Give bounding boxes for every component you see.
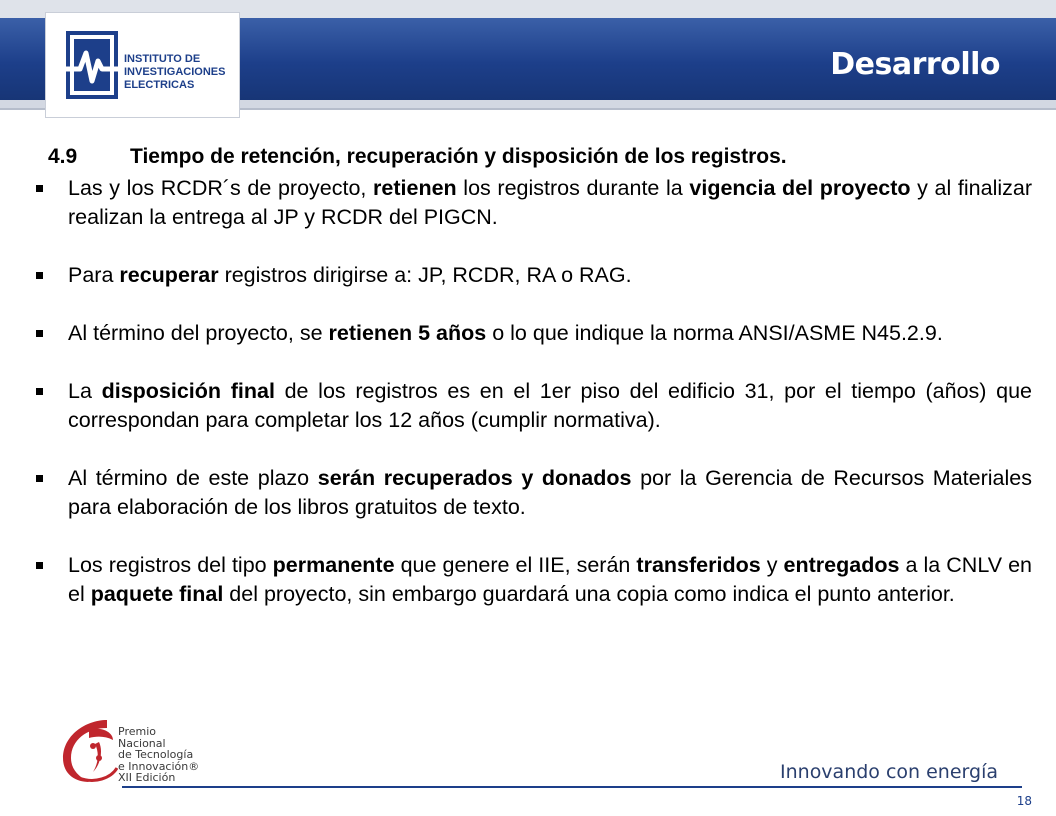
iie-logo: [45, 12, 240, 118]
logo-line: INSTITUTO DE: [124, 53, 201, 65]
award-line: Premio: [118, 725, 156, 738]
logo-line: INVESTIGACIONES: [124, 66, 226, 78]
bullet-text: y al finalizar realizan la entrega al JP y RCDR del PIGCN.: [68, 176, 1032, 229]
bullet-emphasis: paquete final: [90, 582, 224, 606]
slide-content: [34, 142, 1032, 609]
bullet-text: registros dirigirse a: JP, RCDR, RA o RAG.: [218, 263, 632, 287]
bullet-emphasis: serán recuperados y donados: [317, 466, 632, 490]
award-line: e Innovación®: [118, 759, 200, 773]
award-line: Nacional: [118, 736, 166, 750]
bullet-text: del proyecto, sin embargo guardará una copia como indica el punto anterior.: [223, 582, 955, 606]
iie-logo-mark-icon: [66, 31, 118, 99]
award-line: de Tecnología: [118, 748, 194, 761]
footer-divider: [122, 786, 1022, 788]
square-bullet-icon: [36, 272, 43, 279]
bullet-item: [34, 261, 1032, 290]
bullet-emphasis: disposición final: [101, 379, 275, 403]
bullet-text: o lo que indique la norma ANSI/ASME N45.2.9.: [486, 321, 943, 345]
square-bullet-icon: [36, 388, 43, 395]
bullet-emphasis: transferidos: [636, 553, 761, 577]
bullet-emphasis: entregados: [783, 553, 900, 577]
page-number: 18: [1016, 794, 1032, 808]
bullet-text: que genere el IIE, serán: [394, 553, 637, 577]
bullet-emphasis: permanente: [272, 553, 395, 577]
slogan: Innovando con energía: [780, 761, 998, 783]
bullet-text: los registros durante la: [456, 176, 690, 200]
bullet-text: Al término del proyecto, se: [68, 321, 329, 345]
bullet-text: y: [760, 553, 784, 577]
bullet-item: [34, 377, 1032, 435]
slide-title: Desarrollo: [830, 47, 1000, 82]
square-bullet-icon: [36, 475, 43, 482]
bullet-item: [34, 319, 1032, 348]
section-title: Tiempo de retención, recuperación y disposición de los registros.: [130, 145, 787, 168]
iie-logo-text: [124, 53, 236, 92]
bullet-item: [34, 464, 1032, 522]
bullet-text: La: [68, 379, 102, 403]
bullet-text: a la CNLV en el: [68, 553, 1032, 606]
bullet-text: Al término de este plazo: [68, 466, 318, 490]
bullet-emphasis: retienen: [373, 176, 457, 200]
bullet-text: de los registros es en el 1er piso del edificio 31, por el tiempo (años) que correspondan para completar los 12 años (cumplir normativa).: [68, 379, 1032, 432]
bullet-emphasis: vigencia del proyecto: [689, 176, 911, 200]
square-bullet-icon: [36, 562, 43, 569]
award-text: [118, 726, 199, 784]
bullet-text: Los registros del tipo: [68, 553, 273, 577]
bullet-emphasis: recuperar: [119, 263, 219, 287]
section-number: 4.9: [48, 145, 78, 168]
bullet-text: Las y los RCDR´s de proyecto,: [68, 176, 374, 200]
logo-line: ELECTRICAS: [124, 79, 195, 91]
bullet-item: [34, 174, 1032, 232]
bullet-item: [34, 551, 1032, 609]
bullet-list: [34, 174, 1032, 609]
bullet-text: por la Gerencia de Recursos Materiales para elaboración de los libros gratuitos de texto.: [68, 466, 1032, 519]
section-heading: [48, 142, 1032, 172]
award-line: XII Edición: [118, 771, 176, 784]
bullet-emphasis: retienen 5 años: [328, 321, 487, 345]
bullet-text: Para: [68, 263, 120, 287]
slide-header: [0, 0, 1056, 120]
square-bullet-icon: [36, 330, 43, 337]
square-bullet-icon: [36, 185, 43, 192]
